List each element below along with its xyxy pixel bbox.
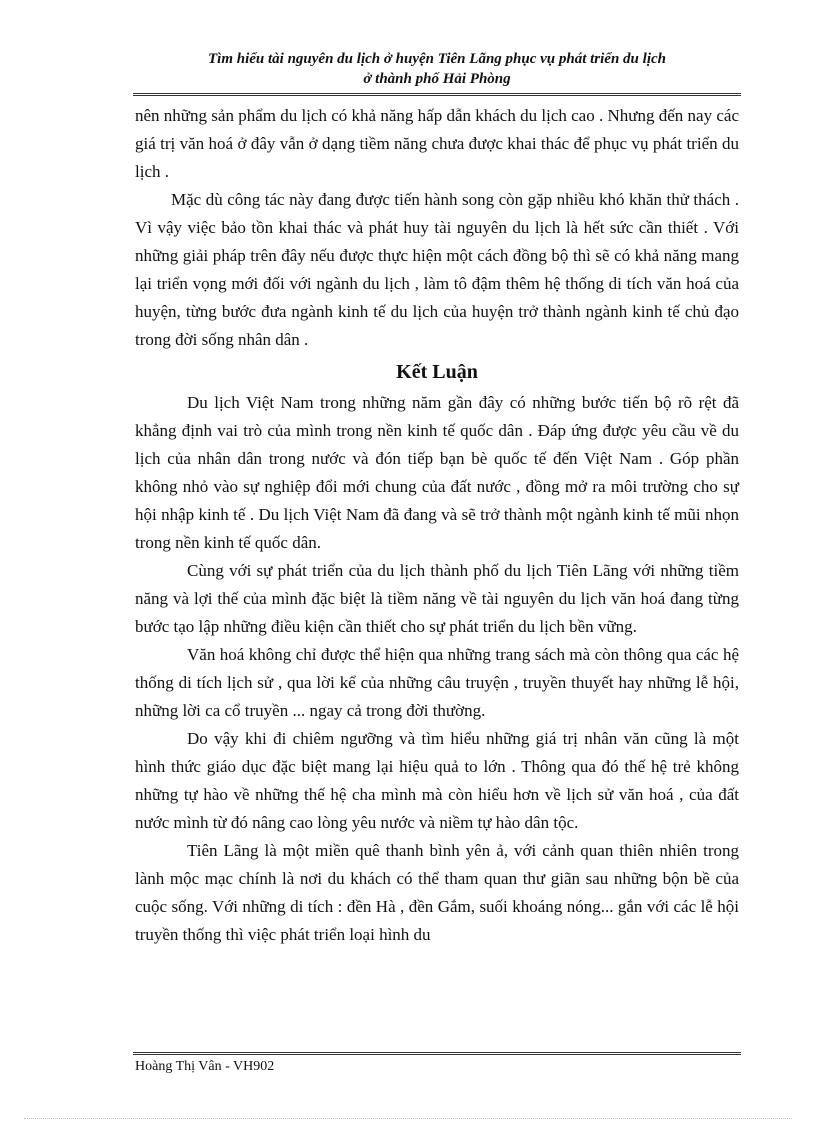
header-title-line-1: Tìm hiểu tài nguyên du lịch ở huyện Tiên Lãng phục vụ phát triển du lịch	[208, 51, 666, 67]
document-body	[135, 102, 739, 949]
paragraph: Do vậy khi đi chiêm ngưỡng và tìm hiểu những giá trị nhân văn cũng là một hình thức giáo dục đặc biệt mang lại hiệu quả to lớn . Thông qua đó thế hệ trẻ không những tự hào về những thế hệ cha mình mà còn hiểu hơn về lịch sử văn hoá , của đất nước mình từ đó nâng cao lòng yêu nước và niềm tự hào dân tộc.	[135, 729, 739, 832]
paragraph: Văn hoá không chỉ được thể hiện qua những trang sách mà còn thông qua các hệ thống di tích lịch sử , qua lời kể của những câu truyện , truyền thuyết hay những lễ hội, những lời ca cổ truyền ... ngay cả trong đời thường.	[135, 645, 739, 720]
header-title-line-2: ở thành phố Hải Phòng	[363, 71, 511, 87]
page-edge-line	[24, 1118, 792, 1119]
paragraph: Mặc dù công tác này đang được tiến hành song còn gặp nhiều khó khăn thử thách . Vì vậy việc bảo tồn khai thác và phát huy tài nguyên du lịch là hết sức cần thiết . Với những giải pháp trên đây nếu được thực hiện một cách đồng bộ thì sẽ có khả năng mang lại triển vọng mới đối với ngành du lịch , làm tô đậm thêm hệ thống di tích văn hoá của huyện, từng bước đưa ngành kinh tế du lịch của huyện trở thành ngành kinh tế chủ đạo trong đời sống nhân dân .	[135, 190, 739, 349]
paragraph: Tiên Lãng là một miền quê thanh bình yên ả, với cảnh quan thiên nhiên trong lành mộc mạc chính là nơi du khách có thể tham quan thư giãn sau những bộn bề của cuộc sống. Với những di tích : đền Hà , đền Gắm, suối khoáng nóng... gắn với các lễ hội truyền thống thì việc phát triển loại hình du	[135, 841, 739, 944]
section-heading: Kết Luận	[396, 361, 478, 383]
header-divider	[133, 93, 741, 96]
paragraph-continuation: nên những sản phẩm du lịch có khả năng hấp dẫn khách du lịch cao . Nhưng đến nay các giá trị văn hoá ở đây vẫn ở dạng tiềm năng chưa được khai thác để phục vụ phát triển du lịch .	[135, 106, 739, 181]
footer-author: Hoàng Thị Vân - VH902	[135, 1059, 275, 1074]
footer-divider	[133, 1052, 741, 1055]
paragraph: Du lịch Việt Nam trong những năm gần đây có những bước tiến bộ rõ rệt đã khẳng định vai trò của mình trong nền kinh tế quốc dân . Đáp ứng được yêu cầu về du lịch của nhân dân trong nước và đón tiếp bạn bè quốc tế đến Việt Nam . Góp phần không nhỏ vào sự nghiệp đổi mới chung của đất nước , đồng mở ra môi trường cho sự hội nhập kinh tế . Du lịch Việt Nam đã đang và sẽ trở thành một ngành kinh tế mũi nhọn trong nền kinh tế quốc dân.	[135, 393, 739, 552]
paragraph: Cùng với sự phát triển của du lịch thành phố du lịch Tiên Lãng với những tiềm năng và lợi thế của mình đặc biệt là tiềm năng về tài nguyên du lịch văn hoá đang từng bước tạo lập những điều kiện cần thiết cho sự phát triển du lịch bền vững.	[135, 561, 739, 636]
running-header	[133, 49, 741, 89]
